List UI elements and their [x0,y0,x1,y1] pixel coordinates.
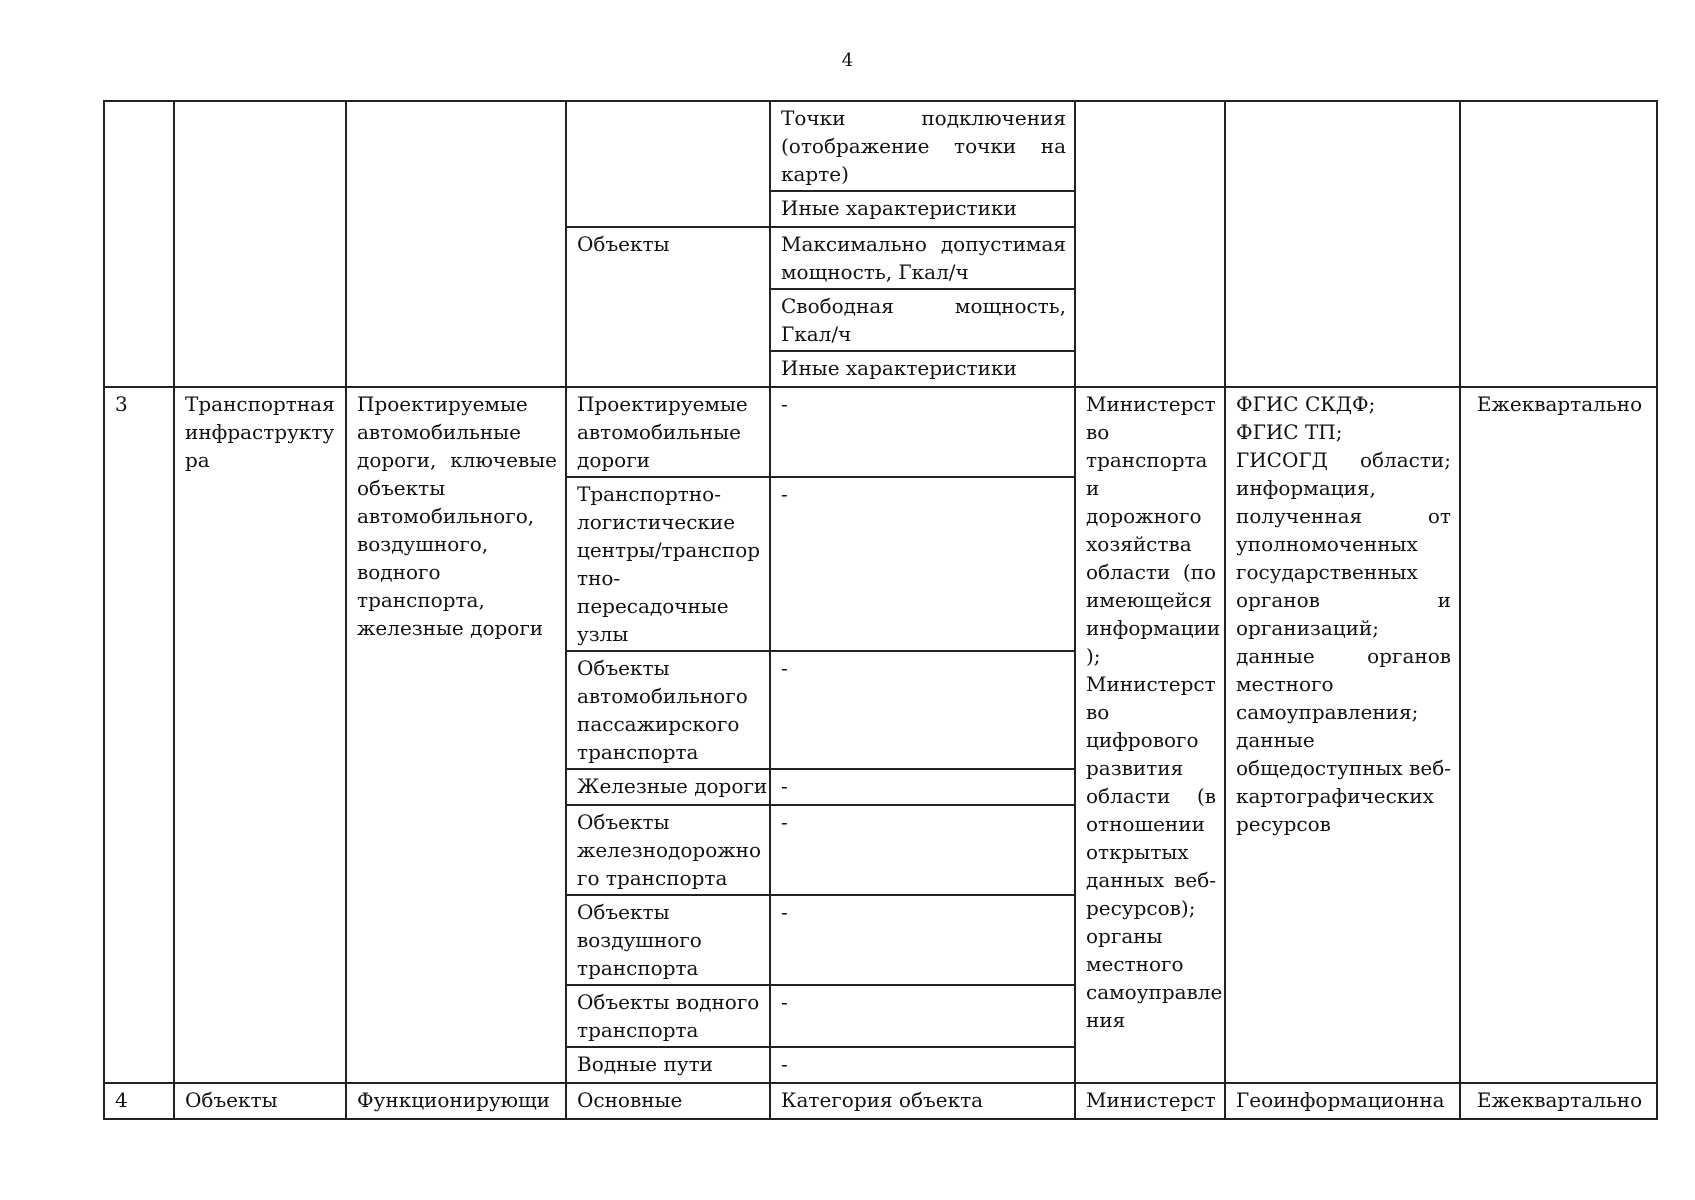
free-power-cell: Свободная мощность, Гкал/ч [770,289,1075,351]
item-label-cell: Объекты автомобильного пассажирского транспорта [566,651,770,769]
cont-sources-cell [1225,101,1460,387]
sources-cell: ФГИС СКДФ; ФГИС ТП; ГИСОГД области; информация, полученная от уполномоченных государственных органов и организаций; данные органов местного самоуправления; данные общедоступных веб-картографических ресурсов [1225,387,1460,1083]
other-characteristics-cell: Иные характеристики [770,351,1075,387]
item-value-cell: - [770,651,1075,769]
item-label-cell: Проектируемые автомобильные дороги [566,387,770,477]
row-number-cell: 3 [104,387,174,1083]
table-row [104,1083,1657,1119]
data-table [103,100,1658,1120]
connection-points-cell: Точки подключения (отображение точки на карте) [770,101,1075,191]
objects-cell: Объекты [566,227,770,387]
item-label-cell: Объекты воздушного транспорта [566,895,770,985]
objects-description-cell: Функционирующи [346,1083,566,1119]
ministries-cell: Министерст [1075,1083,1225,1119]
cont-name-cell [174,101,346,387]
other-characteristics-cell: Иные характеристики [770,191,1075,227]
ministries-cell: Министерст во транспорта и дорожного хозяйства области (по имеющейся информации ); Министерст во цифрового развития области (в отношении открытых данных веб-ресурсов); органы местного самоуправле ния [1075,387,1225,1083]
sources-cell: Геоинформационна [1225,1083,1460,1119]
cont-ministries-cell [1075,101,1225,387]
item-value-cell: - [770,805,1075,895]
item-label-cell: Объекты железнодорожно го транспорта [566,805,770,895]
cont-num-cell [104,101,174,387]
page-number: 4 [841,50,854,71]
item-value-cell: - [770,387,1075,477]
category-cell: Объекты [174,1083,346,1119]
item-value-cell: - [770,477,1075,651]
category-cell: Транспортная инфраструкту ра [174,387,346,1083]
frequency-cell: Ежеквартально [1460,1083,1657,1119]
cont-objects-cell [346,101,566,387]
objects-description-cell: Проектируемые автомобильные дороги, ключевые объекты автомобильного, воздушного, водного транспорта, железные дороги [346,387,566,1083]
max-power-cell: Максимально допустимая мощность, Гкал/ч [770,227,1075,289]
table-row [104,101,1657,191]
item-value-cell: Категория объекта [770,1083,1075,1119]
cont-item-cell [566,101,770,227]
row-number-cell: 4 [104,1083,174,1119]
item-value-cell: - [770,985,1075,1047]
table-row [104,387,1657,477]
item-label-cell: Объекты водного транспорта [566,985,770,1047]
item-label-cell: Водные пути [566,1047,770,1083]
item-label-cell: Транспортно-логистические центры/транспор тно-пересадочные узлы [566,477,770,651]
frequency-cell: Ежеквартально [1460,387,1657,1083]
item-value-cell: - [770,769,1075,805]
cont-frequency-cell [1460,101,1657,387]
item-label-cell: Основные [566,1083,770,1119]
item-value-cell: - [770,1047,1075,1083]
item-label-cell: Железные дороги [566,769,770,805]
item-value-cell: - [770,895,1075,985]
